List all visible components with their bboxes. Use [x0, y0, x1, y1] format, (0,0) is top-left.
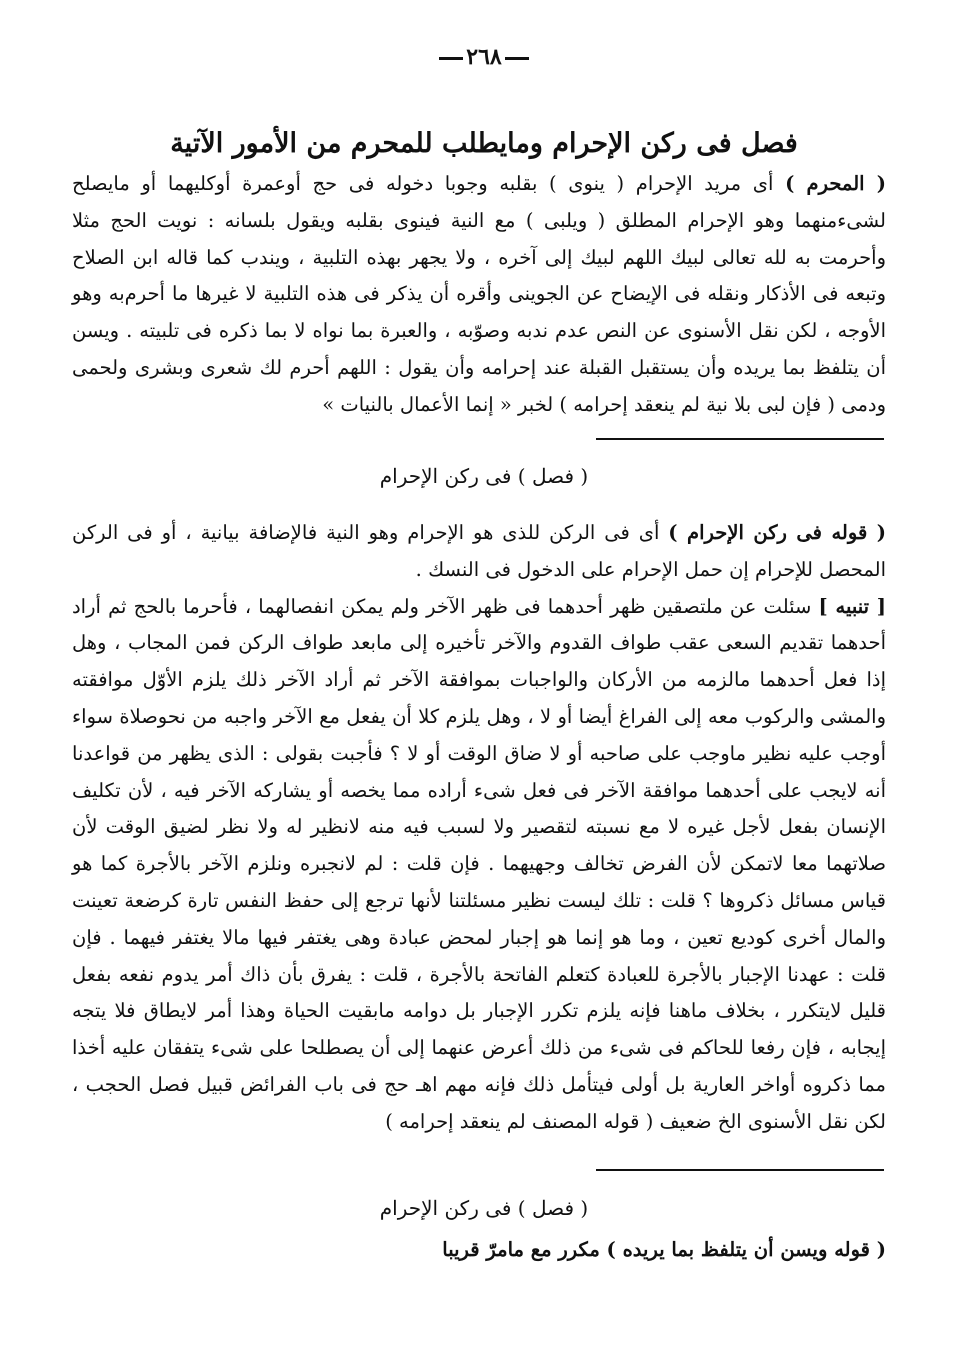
separator-rule-2	[596, 1169, 884, 1171]
commentary-paragraph-2	[72, 589, 886, 1141]
commentary-block-1	[72, 515, 886, 1141]
page-number-text: ٢٦٨	[466, 44, 502, 70]
commentary-lead-1: ( قوله فى ركن الإحرام )	[668, 521, 886, 544]
commentary-body-1: أى فى الركن للذى هو الإحرام وهو النية فالإضافة بيانية ، أو فى الركن المحصل للإحرام إن حمل الإحرام على الدخول فى النسك .	[72, 521, 886, 581]
section-heading-2: ( فصل ) فى ركن الإحرام	[379, 1196, 589, 1220]
separator-rule-1	[596, 438, 884, 440]
main-text-body: أى مريد الإحرام ( ينوى ) بقلبه وجوبا دخوله فى حج أوعمرة أوكليهما أو مايصلح لشىءمنهما وهو الإحرام المطلق ( ويلبى ) مع النية فينوى بقلبه ويقول بلسانه : نويت الحج مثلا وأحرمت به لله تعالى لبيك اللهم لبيك إلى آخره ، ولا يجهر بهذه التلبية ، ويندب كما قاله ابن الصلاح وتبعه فى الأذكار ونقله فى الإيضاح عن الجوينى وأقره أن يذكر فى هذه التلبية لا غيرها ما أحرم‌به وهو الأوجه ، لكن نقل الأسنوى عن النص عدم ندبه وصوّبه ، والعبرة بما نواه لا بما ذكره فى تلبيته . ويسن أن يتلفظ بما يريده وأن يستقبل القبلة عند إحرامه وأن يقول : اللهم أحرم لك شعرى وبشرى ولحمى ودمى ( فإن لبى بلا نية لم ينعقد إحرامه ) لخبر « إنما الأعمال بالنيات »	[72, 172, 886, 416]
commentary-final-line: ( قوله ويسن أن يتلفظ بما يريده ) مكرر مع مامرّ قريبا	[442, 1238, 886, 1261]
commentary-lead-2: [ تنبيه ]	[818, 594, 886, 618]
main-text-block	[72, 166, 886, 424]
chapter-title: فصل فى ركن الإحرام ومايطلب للمحرم من الأمور الآتية	[170, 128, 798, 160]
page-number	[0, 44, 968, 70]
page-number-dash-right	[505, 57, 529, 60]
main-text-lead: ( المحرم )	[785, 172, 887, 195]
commentary-body-2: سئلت عن ملتصقين ظهر أحدهما فى ظهر الآخر ولم يمكن انفصالهما ، فأحرما بالحج ثم أراد أحدهما تقديم السعى عقب طواف القدوم والآخر تأخيره إلى مابعد طواف الركن فمن المجاب ، وهل إذا فعل أحدهما مالزمه من الأركان والواجبات بموافقة الآخر ثم أراد الآخر ذلك يلزم الأوّل موافقته والمشى والركوب معه إلى الفراغ أيضا أو لا ، وهل يلزم كلا أن يفعل مع الآخر واجبه من نحوصلاة سواء أوجب عليه نظير ماوجب على صاحبه أو لا ضاق الوقت أو لا ؟ فأجبت بقولى : الذى يظهر من قواعدنا أنه لايجب على أحدهما موافقة الآخر فى فعل شىء أراده مما يخصه أو يشاركه الآخر فيه ، لأن تكليف الإنسان بفعل لأجل غيره لا مع نسبته لتقصير ولا لسبب فيه منه لانظير له ولا نظر لضيق الوقت لأن صلاتهما معا لاتمكن لأن الفرض تخالف وجهيهما . فإن قلت : لم لانجبره ونلزم الآخر بالأجرة كما هو قياس مسائل ذكروها ؟ قلت : تلك ليست نظير مسئلتنا لأنها ترجع إلى حفظ النفس تارة كرضعة تعينت والمال أخرى كوديع تعين ، وما هو إنما هو إجبار لمحض عبادة وهى يغتفر فيها مالا يغتفر فيهما . فإن قلت : عهدنا الإجبار بالأجرة للعبادة كتعلم الفاتحة بالأجرة ، قلت : يفرق بأن ذاك أمر يدوم نفعه بفعل قليل لايتكرر ، بخلاف ماهنا فإنه يلزم تكرر الإجبار بل دوامه مابقيت الحياة وهذا أمر لايطاق فلا يتجه إيجابه ، فإن رفعا للحاكم فى شىء من ذلك أعرض عنهما إلى أن يصطلحا على شىء يتفقان عليه أخذا مما ذكروه أواخر العارية بل أولى فيتأمل ذلك فإنه مهم اهـ حج فى باب الفرائض قبيل فصل الحجب ، لكن نقل الأسنوى الخ ضعيف ( قوله المصنف لم ينعقد إحرامه )	[72, 594, 886, 1133]
commentary-paragraph-1	[72, 515, 886, 589]
main-text-paragraph	[72, 166, 886, 424]
page-number-dash-left	[439, 57, 463, 60]
section-heading-1: ( فصل ) فى ركن الإحرام	[379, 464, 589, 488]
